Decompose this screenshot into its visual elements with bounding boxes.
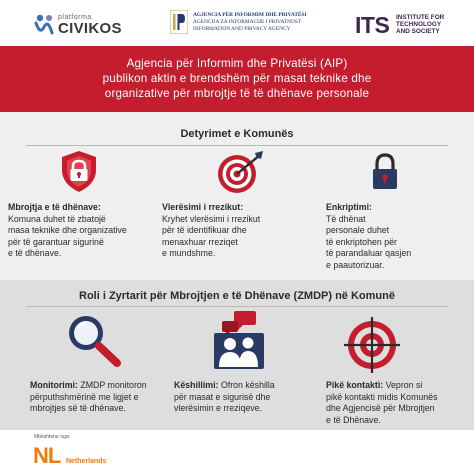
civikos-platform-label: platforma [58, 14, 92, 21]
item-first-line [326, 380, 471, 392]
dpo-contact-point [326, 380, 471, 426]
dpo-monitoring [30, 380, 180, 415]
obligation-data-protection [8, 202, 168, 260]
obligation-risk-assessment [162, 202, 312, 260]
item-text-line: të enkriptohen për [326, 236, 397, 247]
aip-logo [170, 10, 340, 40]
dpo-advising [174, 380, 324, 415]
item-text-line: e të dhënave. [8, 248, 62, 259]
headline-line-3: organizative për mbrojtje të të dhënave personale [104, 87, 370, 100]
item-text-line: mbrojtjes së të dhënave. [30, 403, 126, 414]
civikos-logo [34, 11, 124, 37]
obligation-encryption [326, 202, 466, 272]
crosshair-icon [344, 317, 400, 373]
item-heading: Vlerësimi i rrezikut: [162, 202, 244, 212]
section-title: Roli i Zyrtarit për Mbrojtjen e të Dhënave (ZMDP) në Komunë [79, 290, 395, 302]
item-text-line: Komuna duhet të zbatojë [8, 213, 106, 224]
municipality-obligations-section [0, 112, 474, 280]
padlock-icon [370, 152, 400, 192]
funded-by-label: Mbështetur nga: [34, 434, 71, 440]
item-heading: Këshillimi: [174, 380, 219, 390]
item-text-line: Të dhënat [326, 213, 366, 224]
headline-line-2: publikon aktin e brendshëm për masat teknike dhe [102, 72, 372, 85]
item-text-line: për të garantuar sigurinë [8, 236, 104, 247]
netherlands-logo-mark: NL [33, 443, 61, 468]
aip-ip-mark-icon [170, 10, 188, 34]
item-text-line: masa teknike dhe organizative [8, 225, 127, 236]
item-text-line: e mundshme. [162, 248, 216, 259]
item-text-line: të parandaluar qasjen [326, 248, 412, 259]
aip-name-line-1: AGJENCIA PËR INFORMIM DHE PRIVATËSI [193, 12, 307, 18]
its-logo [355, 12, 470, 38]
shield-lock-icon [56, 148, 102, 194]
item-text-line: ZMDP monitoron [80, 380, 147, 390]
civikos-mark-icon [34, 13, 54, 35]
item-text-line: dhe Agjencisë për Mbrojtjen [326, 403, 435, 414]
logo-row [0, 0, 474, 44]
item-text-line: e paautorizuar. [326, 259, 385, 270]
item-text-line: vlerësimin e rreziqeve. [174, 403, 262, 414]
item-text-line: e të Dhënave. [326, 414, 381, 425]
item-first-line [30, 380, 180, 392]
item-heading: Enkriptimi: [326, 202, 372, 212]
item-first-line [174, 380, 324, 392]
headline-line-1: Agjencia për Informim dhe Privatësi (AIP) [126, 57, 348, 70]
item-text-line: personale duhet [326, 225, 390, 236]
its-acronym: ITS [355, 12, 390, 38]
section-divider [26, 306, 448, 307]
headline-banner [0, 46, 474, 112]
aip-name-line-2: AGENCIJA ZA INFORMACIJE I PRIVATNOST [193, 19, 302, 25]
people-chat-icon [214, 311, 264, 369]
item-text-line: për masat e sigurisë dhe [174, 391, 271, 402]
item-text-line: menaxhuar rreziqet [162, 236, 238, 247]
item-text-line: Vepron si [385, 380, 423, 390]
magnifier-icon [64, 311, 124, 369]
netherlands-logo-name: Netherlands [66, 458, 107, 465]
section-divider [26, 145, 448, 146]
item-text-line: Kryhet vlerësimi i rrezikut [162, 213, 261, 224]
its-name-line-3: AND SOCIETY [396, 28, 440, 35]
headline-text [0, 56, 474, 101]
its-name-line-1: INSTITUTE FOR [396, 14, 445, 21]
item-text-line: Ofron këshilla [220, 380, 275, 390]
item-text-line: përputhshmërinë me ligjet e [30, 391, 139, 402]
footer [0, 430, 474, 474]
civikos-name: CIVIKOS [58, 20, 122, 37]
section-title: Detyrimet e Komunës [180, 128, 294, 140]
item-heading: Mbrojtja e të dhënave: [8, 202, 101, 212]
its-name-line-2: TECHNOLOGY [396, 21, 442, 28]
aip-name-line-3: INFORMATION AND PRIVACY AGENCY [193, 26, 291, 32]
item-heading: Monitorimi: [30, 380, 78, 390]
item-text-line: për të identifikuar dhe [162, 225, 247, 236]
item-text-line: pikë kontakti midis Komunës [326, 391, 438, 402]
target-arrow-icon [215, 149, 265, 195]
dpo-role-section [0, 280, 474, 430]
item-heading: Pikë kontakti: [326, 380, 384, 390]
